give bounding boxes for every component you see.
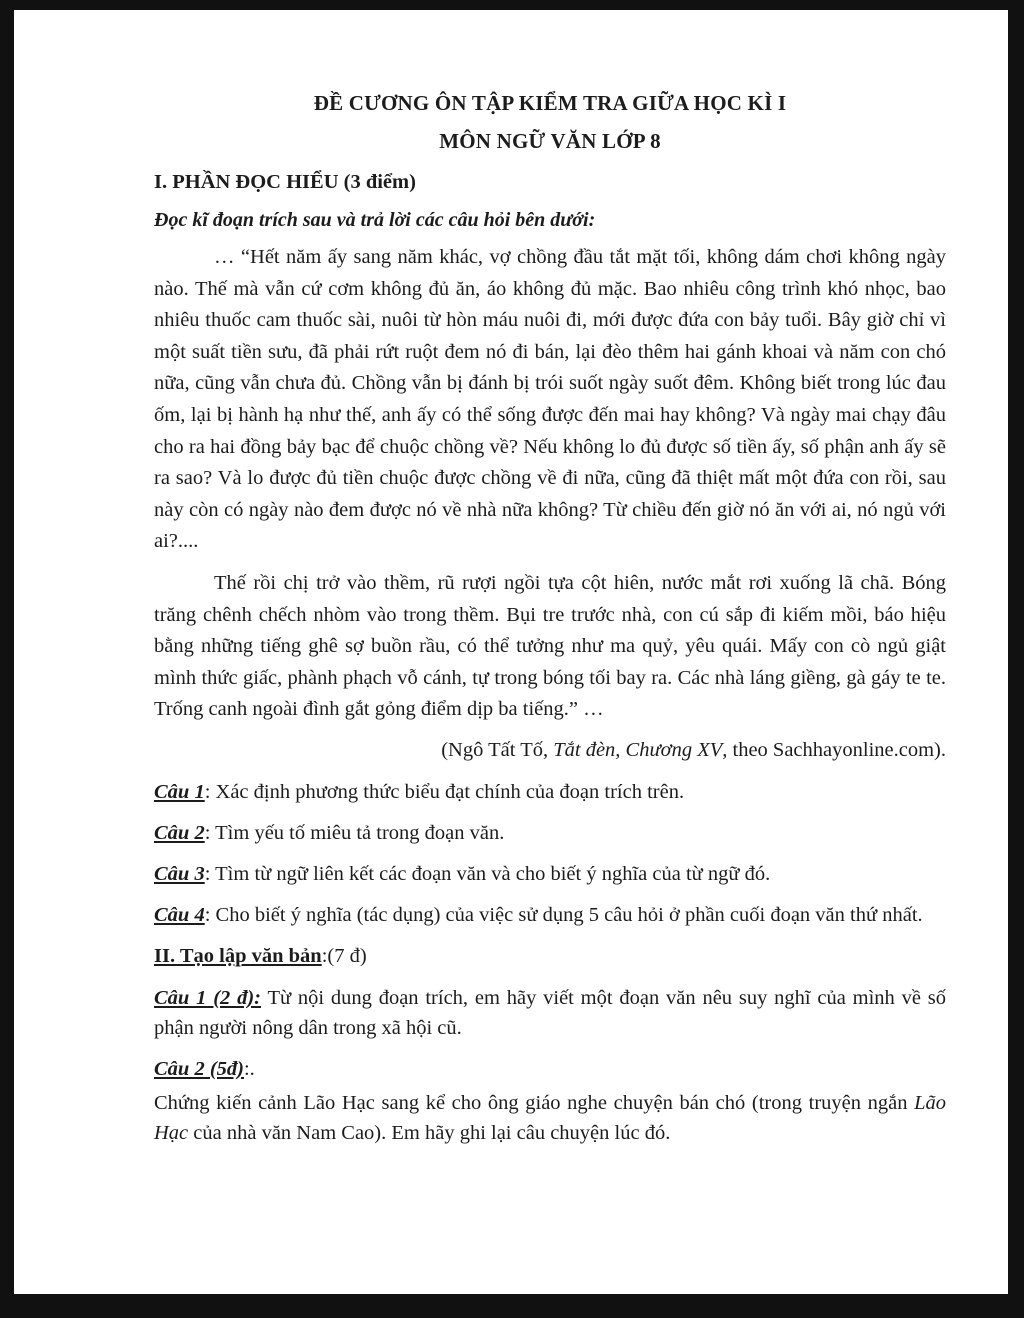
question-label: Câu 1 (2 đ): <box>154 986 261 1009</box>
document-page <box>14 10 1008 1294</box>
q2-work-title: Lão Hạc <box>154 1091 946 1144</box>
question-3 <box>154 859 946 889</box>
question-text: : Xác định phương thức biểu đạt chính của đoạn trích trên. <box>204 780 685 803</box>
excerpt-paragraph-1: … “Hết năm ấy sang năm khác, vợ chồng đầu tắt mặt tối, không dám chơi không ngày nào. Thế mà vẫn cứ cơm không đủ ăn, áo không đủ mặc. Bao nhiêu công trình khó nhọc, bao nhiêu thuốc cam thuốc sài, nuôi từ hòn máu nuôi đi, mới được đứa con bảy tuổi. Bây giờ chỉ vì một suất tiền sưu, đã phải rứt ruột đem nó đi bán, lại đèo thêm hai gánh khoai và năm con chó nữa, cũng vẫn chưa đủ. Chồng vẫn bị đánh bị trói suốt ngày suốt đêm. Không biết trong lúc đau ốm, lại bị hành hạ như thế, anh ấy có thể sống được đến mai hay không? Và ngày mai chạy đâu cho ra hai đồng bảy bạc để chuộc chồng về? Nếu không lo đủ được số tiền ấy, số phận anh ấy sẽ ra sao? Và lo được đủ tiền chuộc được chồng về đi nữa, cũng đã thiệt mất một đứa con rồi, sau này còn có ngày nào đem được nó về nhà nữa không? Từ chiều đến giờ nó ăn với ai, nó ngủ với ai?.... <box>154 246 946 553</box>
section-1-heading: I. PHẦN ĐỌC HIỂU (3 điểm) <box>154 171 416 193</box>
excerpt-paragraph-2: Thế rồi chị trở vào thềm, rũ rượi ngồi tựa cột hiên, nước mắt rơi xuống lã chã. Bóng trăng chênh chếch nhòm vào trong thềm. Bụi tre trước nhà, con cú sắp đi kiếm mồi, báo hiệu bằng những tiếng ghê sợ buồn rầu, có thể tưởng như ma quỷ, yêu quái. Mấy con cò ngủ giật mình thức giấc, phành phạch vỗ cánh, tự trong bóng tối bay ra. Các nhà láng giềng, gà gáy te te. Trống canh ngoài đình gắt gỏng điểm dịp ba tiếng.” … <box>154 571 946 721</box>
writing-question-1 <box>154 983 946 1043</box>
question-label: Câu 1 <box>154 780 205 803</box>
section-2-points: :(7 đ) <box>321 944 367 967</box>
section-2-title: II. Tạo lập văn bản <box>154 944 322 967</box>
reading-instruction: Đọc kĩ đoạn trích sau và trả lời các câu hỏi bên dưới: <box>154 209 596 231</box>
source-suffix: , theo Sachhayonline.com). <box>722 738 946 761</box>
question-4 <box>154 900 946 930</box>
section-2-heading <box>154 940 946 972</box>
question-label: Câu 2 <box>154 821 205 844</box>
question-label: Câu 2 (5đ) <box>154 1057 244 1080</box>
source-prefix: (Ngô Tất Tố, <box>441 738 554 761</box>
question-text: Từ nội dung đoạn trích, em hãy viết một đoạn văn nêu suy nghĩ của mình về số phận người nông dân trong xã hội cũ. <box>154 986 946 1039</box>
document-title: ĐỀ CƯƠNG ÔN TẬP KIỂM TRA GIỮA HỌC KÌ I <box>313 91 787 115</box>
question-text: : Tìm từ ngữ liên kết các đoạn văn và cho biết ý nghĩa của từ ngữ đó. <box>204 862 771 885</box>
question-text: : Tìm yếu tố miêu tả trong đoạn văn. <box>204 821 505 844</box>
q2-text-suffix: của nhà văn Nam Cao). Em hãy ghi lại câu chuyện lúc đó. <box>188 1121 671 1144</box>
document-subtitle: MÔN NGỮ VĂN LỚP 8 <box>439 129 661 153</box>
question-label: Câu 3 <box>154 862 205 885</box>
writing-question-2 <box>154 1054 946 1084</box>
source-work: Tắt đèn, Chương XV <box>553 738 723 761</box>
question-text: : Cho biết ý nghĩa (tác dụng) của việc sử dụng 5 câu hỏi ở phần cuối đoạn văn thứ nhất. <box>204 903 923 926</box>
question-label-suffix: :. <box>243 1057 255 1080</box>
q2-text-prefix: Chứng kiến cảnh Lão Hạc sang kể cho ông giáo nghe chuyện bán chó (trong truyện ngắn <box>154 1091 915 1114</box>
writing-question-2-text <box>154 1088 946 1148</box>
question-2 <box>154 818 946 848</box>
question-label: Câu 4 <box>154 903 205 926</box>
question-1 <box>154 777 946 807</box>
excerpt-source <box>154 734 946 766</box>
